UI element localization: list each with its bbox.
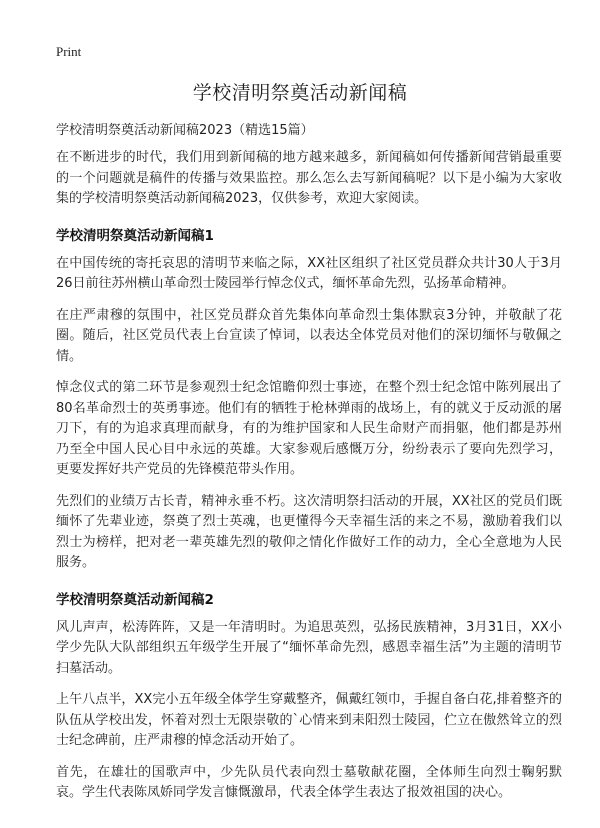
intro-paragraph: 在不断进步的时代，我们用到新闻稿的地方越来越多，新闻稿如何传播新闻营销最重要的一个问题就是稿件的传播与效果监控。那么怎么去写新闻稿呢？以下是小编为大家收集的学校清明祭奠活动新闻稿2023，仅供参考，欢迎大家阅读。 xyxy=(56,150,562,206)
page-subtitle: 学校清明祭奠活动新闻稿2023（精选15篇） xyxy=(56,123,314,138)
section-1-paragraph-1: 在中国传统的寄托哀思的清明节来临之际，XX社区组织了社区党员群众共计30人于3月26日前往苏州横山革命烈士陵园举行悼念仪式，缅怀革命先烈，弘扬革命精神。 xyxy=(56,255,562,291)
section-1-paragraph-4: 先烈们的业绩万古长青，精神永垂不朽。这次清明祭扫活动的开展，XX社区的党员们既缅怀了先辈业迹，祭奠了烈士英魂，也更懂得今天幸福生活的来之不易，激励着我们以烈士为榜样，把对老一辈英雄先烈的敬仰之情化作做好工作的动力，全心全意地为人民服务。 xyxy=(56,493,562,570)
section-2-paragraph-3: 首先，在雄壮的国歌声中，少先队员代表向烈士墓敬献花圈，全体师生向烈士鞠躬默哀。学生代表陈凤娇同学发言慷慨激昂，代表全体学生表达了报效祖国的决心。 xyxy=(56,764,562,800)
page-title: 学校清明祭奠活动新闻稿 xyxy=(192,82,408,104)
article-body xyxy=(56,148,562,815)
section-heading-1: 学校清明祭奠活动新闻稿1 xyxy=(56,227,214,244)
section-2-paragraph-1: 风儿声声，松涛阵阵，又是一年清明时。为追思英烈，弘扬民族精神，3月31日，XX小学少先队大队部组织五年级学生开展了“缅怀革命先烈，感恩幸福生活”为主题的清明节扫墓活动。 xyxy=(56,619,562,676)
print-link[interactable]: Print xyxy=(56,44,82,59)
section-1-paragraph-3: 悼念仪式的第二环节是参观烈士纪念馆瞻仰烈士事迹，在整个烈士纪念馆中陈列展出了80名革命烈士的英勇事迹。他们有的牺牲于枪林弹雨的战场上，有的就义于反动派的屠刀下，有的为追求真理而献身，有的为维护国家和人民生命财产而捐躯，他们都是苏州乃至全中国人民心目中永远的英雄。大家参观后感慨万分，纷纷表示了要向先烈学习，更要发挥好共产党员的先锋模范带头作用。 xyxy=(56,380,562,477)
section-1-paragraph-2: 在庄严肃穆的氛围中，社区党员群众首先集体向革命烈士集体默哀3分钟，并敬献了花圈。随后，社区党员代表上台宣读了悼词，以表达全体党员对他们的深切缅怀与敬佩之情。 xyxy=(56,307,562,364)
section-2-paragraph-2: 上午八点半，XX完小五年级全体学生穿戴整齐，佩戴红领巾，手握自备白花,排着整齐的队伍从学校出发，怀着对烈士无限崇敬的`心情来到耒阳烈士陵园，伫立在傲然耸立的烈士纪念碑前，庄严肃穆的悼念活动开始了。 xyxy=(56,692,562,748)
section-heading-2: 学校清明祭奠活动新闻稿2 xyxy=(56,591,214,608)
